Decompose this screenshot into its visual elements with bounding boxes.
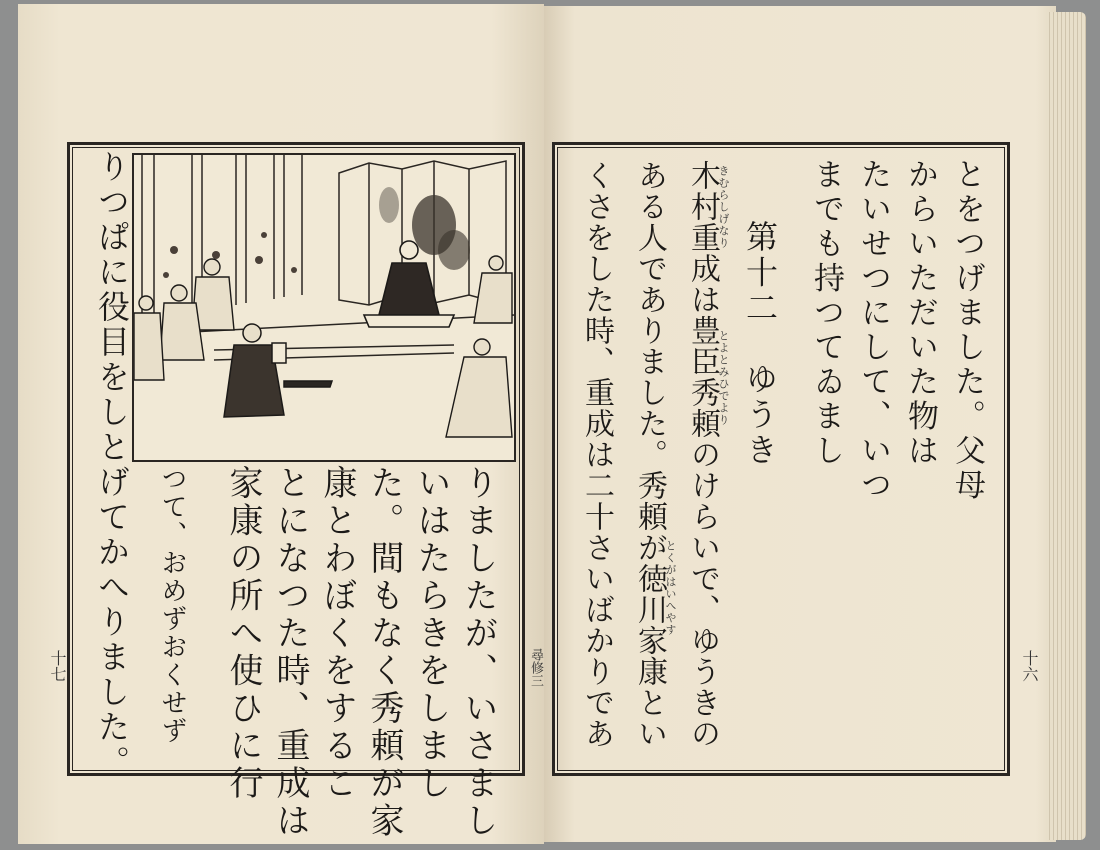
samurai-audience-scene-icon (132, 153, 516, 462)
right-text-column-2: からいただいた物は (902, 158, 938, 469)
left-text-column-8: りつぱに役目をしとげてかへりました。 (93, 150, 131, 780)
right-text-column-6: ある人でありました。秀頼が徳川家康とい (632, 160, 667, 749)
left-text-column-7: つて、おめずおくせず (157, 465, 187, 745)
right-text-column-1: とをつげました。父母 (949, 158, 985, 503)
left-folio: 十七 (48, 650, 67, 682)
right-text-column-5: 木村重成は豊臣秀頼のけらいで、ゆうきの (685, 160, 720, 749)
right-text-column-3: たいせつにして、いつ (855, 158, 891, 503)
ruby-kimura-shigenari: きむらしげなり (717, 165, 730, 249)
lesson-heading: 第十二 ゆうき (741, 220, 779, 469)
ruby-toyotomi-hideyori: とよとみひでより (717, 330, 730, 426)
left-text-column-4: 康とわぼくをするこ (317, 465, 357, 803)
left-text-column-2: いはたらきをしまし (411, 465, 451, 803)
left-text-column-6: 家康の所へ使ひに行 (223, 465, 263, 803)
left-text-column-3: た。間もなく秀頼が家 (364, 465, 404, 840)
left-text-column-1: りましたが、いさまし (458, 465, 498, 840)
ruby-tokugawa-ieyasu: とくがはいへやす (664, 540, 677, 636)
left-text-column-5: とになつた時、重成は (270, 465, 310, 840)
right-text-column-4: までも持つてゐまし (808, 158, 844, 469)
right-folio: 十六 (1020, 650, 1039, 682)
page-edges (1046, 12, 1086, 840)
right-text-column-7: くさをした時、重成は二十さいばかりであ (579, 160, 614, 749)
gutter-label: 尋修三 (528, 648, 543, 687)
